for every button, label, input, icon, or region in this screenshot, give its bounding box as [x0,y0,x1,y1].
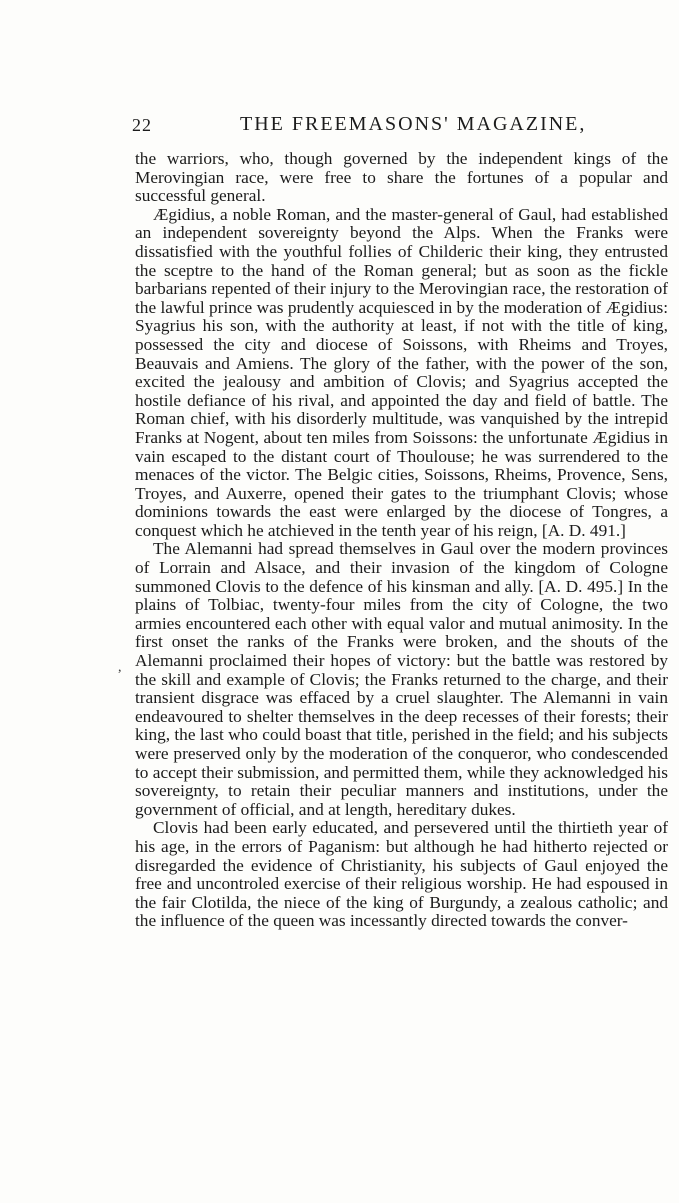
article-body [135,150,668,931]
running-head [132,113,672,143]
paragraph-2: Ægidius, a noble Roman, and the master-general of Gaul, had established an independent sovereignty beyond the Alps. When the Franks were dissatisfied with the youthful follies of Childeric their king, they entrusted the sceptre to the hand of the Roman general; but as soon as the fickle barbarians repented of their injury to the Merovingian race, the restoration of the lawful prince was prudently acquiesced in by the moderation of Ægidius: Syagrius his son, with the authority at least, if not with the title of king, possessed the city and diocese of Soissons, with Rheims and Troyes, Beauvais and Amiens. The glory of the father, with the power of the son, excited the jealousy and ambition of Clovis; and Syagrius accepted the hostile defiance of his rival, and appointed the day and field of battle. The Roman chief, with his disorderly multitude, was vanquished by the intrepid Franks at Nogent, about ten miles from Soissons: the unfortunate Ægidius in vain escaped to the distant court of Thoulouse; he was surrendered to the menaces of the victor. The Belgic cities, Soissons, Rheims, Provence, Sens, Troyes, and Auxerre, opened their gates to the triumphant Clovis; whose dominions towards the east were enlarged by the diocese of Tongres, a conquest which he atchieved in the tenth year of his reign, [A. D. 491.] [135,204,668,540]
margin-comma: , [118,660,122,675]
paragraph-4: Clovis had been early educated, and persevered until the thirtieth year of his age, in the errors of Paganism: but although he had hitherto rejected or disregarded the evidence of Christianity, his subjects of Gaul enjoyed the free and uncontroled exercise of their religious worship. He had espoused in the fair Clotilda, the niece of the king of Burgundy, a zealous catholic; and the influence of the queen was incessantly directed towards the conver- [135,818,668,931]
paragraph-1: the warriors, who, though governed by the independent kings of the Merovingian race, were free to share the fortunes of a popular and successful general. [135,149,668,206]
page-number: 22 [132,115,152,135]
paragraph-3: The Alemanni had spread themselves in Gaul over the modern provinces of Lorrain and Alsace, and their invasion of the kingdom of Cologne summoned Clovis to the defence of his kinsman and ally. [A. D. 495.] In the plains of Tolbiac, twenty-four miles from the city of Cologne, the two armies encountered each other with equal valor and mutual animosity. In the first onset the ranks of the Franks were broken, and the shouts of the Alemanni proclaimed their hopes of victory: but the battle was restored by the skill and example of Clovis; the Franks returned to the charge, and their transient disgrace was effaced by a cruel slaughter. The Alemanni in vain endeavoured to shelter themselves in the deep recesses of their forests; their king, the last who could boast that title, perished in the field; and his subjects were preserved only by the moderation of the conqueror, who condescended to accept their submission, and permitted them, while they acknowledged his sovereignty, to retain their peculiar manners and institutions, under the government of official, and at length, hereditary dukes. [135,539,668,819]
magazine-title: THE FREEMASONS' MAGAZINE, [240,113,587,135]
